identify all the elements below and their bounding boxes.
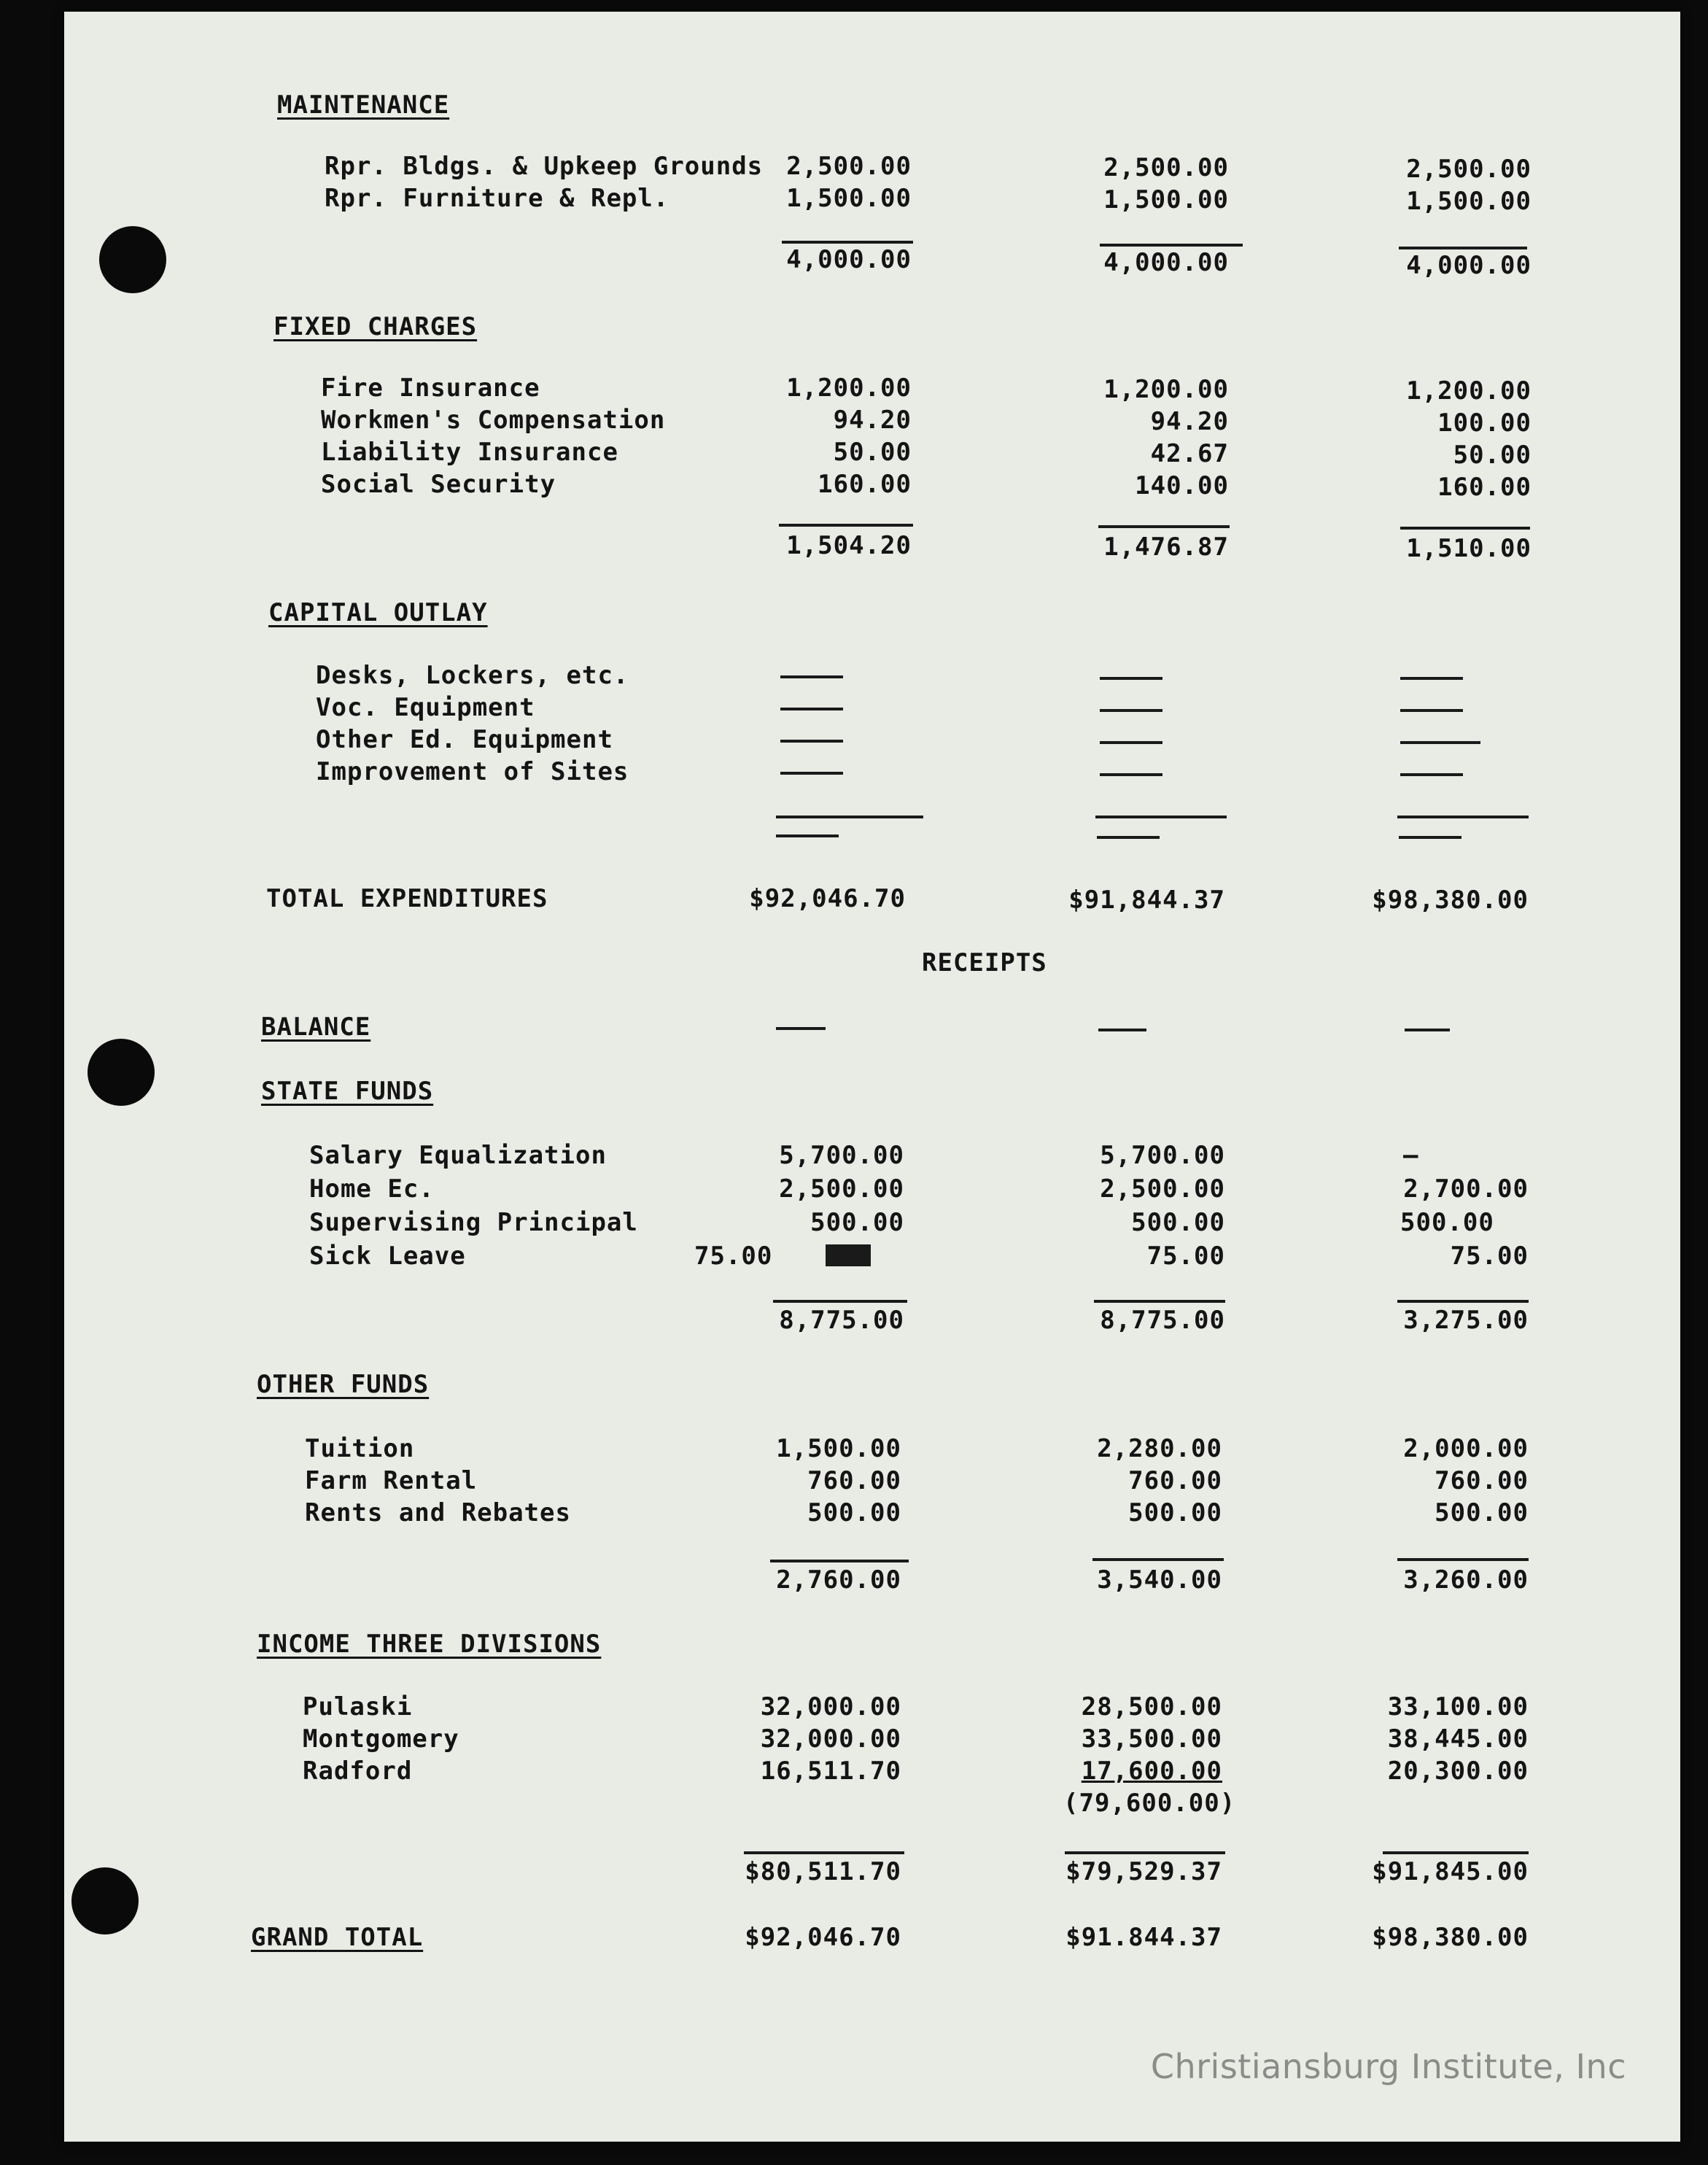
row-value: 760.00 [1435, 1466, 1529, 1495]
row-value: 94.20 [833, 406, 912, 435]
total-rule [1100, 244, 1243, 247]
row-value: 760.00 [1128, 1466, 1222, 1495]
row-value: 2,500.00 [1406, 155, 1532, 184]
subtotal-value: 4,000.00 [786, 245, 912, 274]
row-value: 1,200.00 [1103, 375, 1229, 404]
row-label: Montgomery [303, 1724, 459, 1754]
row-value: — [1403, 1141, 1419, 1170]
row-value: 1,200.00 [1406, 376, 1532, 406]
row-value: 94.20 [1150, 407, 1229, 436]
income-divisions-heading: INCOME THREE DIVISIONS [257, 1630, 602, 1659]
empty-dash [1100, 677, 1162, 680]
watermark: Christiansburg Institute, Inc [1150, 2047, 1626, 2086]
total-rule [1094, 1300, 1225, 1303]
balance-heading: BALANCE [261, 1012, 371, 1042]
row-value: 33,100.00 [1387, 1692, 1529, 1721]
row-value: 500.00 [1128, 1498, 1222, 1527]
row-value: 1,200.00 [786, 373, 912, 403]
empty-dash [1097, 836, 1160, 839]
row-value: 500.00 [1400, 1208, 1494, 1237]
row-label: Rpr. Furniture & Repl. [325, 184, 669, 213]
empty-dash [780, 675, 843, 678]
total-expenditures-value: $91,844.37 [1068, 886, 1225, 915]
receipts-heading: RECEIPTS [922, 948, 1047, 977]
subtotal-value: 2,760.00 [776, 1565, 901, 1595]
row-value: 38,445.00 [1387, 1724, 1529, 1754]
row-label: Farm Rental [305, 1466, 478, 1495]
total-rule [773, 1300, 907, 1303]
total-rule [1400, 527, 1530, 530]
total-rule [1397, 816, 1529, 818]
total-rule [782, 241, 913, 244]
total-rule [1399, 247, 1527, 249]
punch-hole-top [99, 226, 166, 293]
row-value: 100.00 [1437, 408, 1532, 438]
row-value: 1,500.00 [1406, 187, 1532, 216]
row-value: 32,000.00 [760, 1692, 901, 1721]
row-label: Other Ed. Equipment [316, 725, 613, 754]
row-label: Desks, Lockers, etc. [316, 661, 629, 690]
row-label: Salary Equalization [309, 1141, 607, 1170]
row-value: 75.00 [1450, 1242, 1529, 1271]
row-value: 16,511.70 [760, 1757, 901, 1786]
subtotal-value: $80,511.70 [745, 1857, 901, 1886]
empty-dash [1405, 1029, 1450, 1031]
row-value: 1,500.00 [1103, 185, 1229, 214]
row-value: 760.00 [807, 1466, 901, 1495]
empty-dash [780, 772, 843, 775]
row-value: 75.00 [1146, 1242, 1225, 1271]
row-value: 1,500.00 [786, 184, 912, 213]
fixed-charges-heading: FIXED CHARGES [273, 312, 478, 341]
row-value: 33,500.00 [1081, 1724, 1222, 1754]
row-value: 500.00 [1435, 1498, 1529, 1527]
subtotal-value: 3,540.00 [1097, 1565, 1222, 1595]
row-label: Liability Insurance [321, 438, 618, 467]
punch-hole-bottom [71, 1867, 139, 1934]
row-value: 2,500.00 [1103, 153, 1229, 182]
row-label: Rpr. Bldgs. & Upkeep Grounds [325, 152, 764, 181]
subtotal-value: $91,845.00 [1372, 1857, 1529, 1886]
empty-dash [1100, 709, 1162, 712]
sick-leave-note: 75.00 [694, 1242, 773, 1271]
empty-dash [776, 1027, 826, 1030]
grand-total-value: $98,380.00 [1372, 1923, 1529, 1952]
total-rule [1092, 1558, 1224, 1561]
row-label: Tuition [305, 1434, 415, 1463]
subtotal-value: 1,510.00 [1406, 534, 1532, 563]
handwritten-subtotal: (79,600.00) [1063, 1789, 1236, 1818]
row-value: 5,700.00 [1100, 1141, 1225, 1170]
total-rule [744, 1851, 904, 1854]
maintenance-heading: MAINTENANCE [277, 90, 450, 120]
subtotal-value: 8,775.00 [1100, 1306, 1225, 1335]
row-label: Radford [303, 1757, 413, 1786]
row-value: 500.00 [807, 1498, 901, 1527]
row-value: 160.00 [1437, 473, 1532, 502]
capital-outlay-heading: CAPITAL OUTLAY [268, 598, 488, 627]
empty-dash [1400, 741, 1480, 744]
total-rule [1095, 816, 1227, 818]
total-rule [776, 816, 923, 818]
total-rule [1383, 1851, 1529, 1854]
row-value: 2,500.00 [779, 1174, 904, 1204]
row-value: 160.00 [818, 470, 912, 499]
subtotal-value: 8,775.00 [779, 1306, 904, 1335]
state-funds-heading: STATE FUNDS [261, 1077, 434, 1106]
empty-dash [1400, 773, 1463, 776]
total-expenditures-value: $92,046.70 [749, 884, 906, 913]
row-value: 2,500.00 [786, 152, 912, 181]
row-value: 2,500.00 [1100, 1174, 1225, 1204]
row-value: 2,000.00 [1403, 1434, 1529, 1463]
row-value: 2,280.00 [1097, 1434, 1222, 1463]
row-value: 140.00 [1135, 471, 1229, 500]
row-label: Rents and Rebates [305, 1498, 571, 1527]
empty-dash [776, 834, 839, 837]
row-value: 42.67 [1150, 439, 1229, 468]
row-value: 20,300.00 [1387, 1757, 1529, 1786]
row-label: Home Ec. [309, 1174, 435, 1204]
row-value: 500.00 [1131, 1208, 1225, 1237]
punch-hole-middle [88, 1039, 155, 1106]
row-label: Improvement of Sites [316, 757, 629, 786]
row-value: 32,000.00 [760, 1724, 901, 1754]
empty-dash [1400, 677, 1463, 680]
total-rule [1397, 1558, 1529, 1561]
subtotal-value: 4,000.00 [1103, 248, 1229, 277]
grand-total-value: $91.844.37 [1065, 1923, 1222, 1952]
total-rule [1065, 1851, 1225, 1854]
total-rule [770, 1560, 909, 1562]
row-label: Fire Insurance [321, 373, 540, 403]
total-rule [779, 524, 913, 527]
total-expenditures-label: TOTAL EXPENDITURES [266, 884, 548, 913]
empty-dash [780, 708, 843, 710]
row-value: 17,600.00 [1081, 1757, 1222, 1786]
row-label: Workmen's Compensation [321, 406, 666, 435]
row-label: Voc. Equipment [316, 693, 535, 722]
subtotal-value: 1,504.20 [786, 531, 912, 560]
row-label: Sick Leave [309, 1242, 466, 1271]
subtotal-value: 3,275.00 [1403, 1306, 1529, 1335]
empty-dash [1399, 836, 1461, 839]
row-value: 5,700.00 [779, 1141, 904, 1170]
row-value: 1,500.00 [776, 1434, 901, 1463]
empty-dash [1100, 773, 1162, 776]
row-value: 28,500.00 [1081, 1692, 1222, 1721]
empty-dash [1098, 1029, 1146, 1031]
empty-dash [780, 740, 843, 743]
subtotal-value: 1,476.87 [1103, 532, 1229, 562]
row-value: 50.00 [833, 438, 912, 467]
struck-out-value [826, 1244, 871, 1266]
total-rule [1098, 525, 1230, 528]
subtotal-value: $79,529.37 [1065, 1857, 1222, 1886]
grand-total-value: $92,046.70 [745, 1923, 901, 1952]
subtotal-value: 4,000.00 [1406, 251, 1532, 280]
row-label: Supervising Principal [309, 1208, 638, 1237]
empty-dash [1400, 709, 1463, 712]
total-expenditures-value: $98,380.00 [1372, 886, 1529, 915]
row-value: 500.00 [810, 1208, 904, 1237]
row-value: 2,700.00 [1403, 1174, 1529, 1204]
row-label: Pulaski [303, 1692, 413, 1721]
empty-dash [1100, 741, 1162, 744]
total-rule [1397, 1300, 1529, 1303]
row-value: 50.00 [1453, 441, 1532, 470]
other-funds-heading: OTHER FUNDS [257, 1370, 430, 1399]
grand-total-label: GRAND TOTAL [251, 1923, 424, 1952]
row-label: Social Security [321, 470, 556, 499]
subtotal-value: 3,260.00 [1403, 1565, 1529, 1595]
